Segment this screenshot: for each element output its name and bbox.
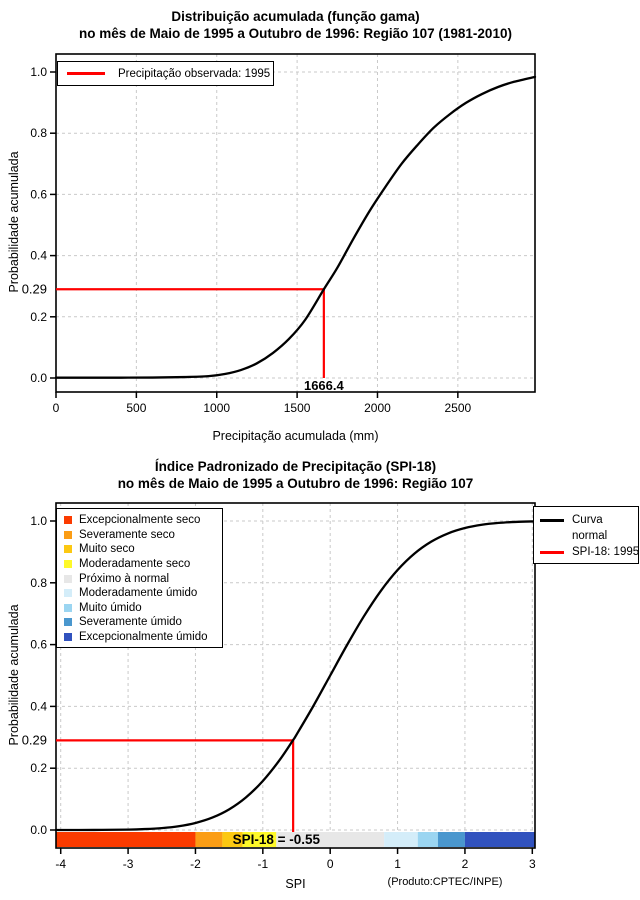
spi-category-legend: [56, 508, 223, 648]
legend-label: normal: [572, 530, 608, 542]
x-tick-label: 0: [326, 857, 334, 871]
spi-colorbar-segment: [438, 832, 465, 847]
category-color-swatch: [64, 560, 72, 568]
x-tick-label: -1: [257, 857, 269, 871]
legend-item: [57, 542, 222, 557]
legend-item: [534, 512, 638, 528]
plot-area: [22, 54, 535, 415]
category-color-swatch: [64, 575, 72, 583]
legend-item: [57, 571, 222, 586]
category-label: Próximo à normal: [79, 572, 170, 585]
category-label: Excepcionalmente úmido: [79, 631, 208, 644]
y-tick-label: 0.8: [30, 126, 47, 141]
observed-precipitation-value-label: 1666.4: [303, 378, 344, 393]
cdf-curve: [56, 77, 535, 378]
chart1-title-line1: Distribuição acumulada (função gama): [171, 9, 420, 24]
observed-probability-tick-label: 0.29: [21, 732, 47, 748]
y-tick-label: 0.8: [30, 575, 47, 590]
chart1-x-axis-label: Precipitação acumulada (mm): [212, 429, 379, 443]
category-color-swatch: [64, 516, 72, 524]
product-credit-note: (Produto:CPTEC/INPE): [387, 876, 503, 888]
category-label: Moderadamente seco: [79, 558, 191, 571]
legend-item: [57, 615, 222, 630]
chart2-title-line2: no mês de Maio de 1995 a Outubro de 1996: Região 107: [117, 476, 474, 491]
x-tick-label: -3: [122, 857, 134, 871]
y-tick-label: 1.0: [30, 514, 47, 528]
spi-colorbar-segment: [418, 832, 438, 847]
category-color-swatch: [64, 545, 72, 553]
observed-precip-line-sample: [67, 72, 105, 75]
y-tick-label: 0.2: [30, 309, 47, 324]
spi-colorbar-segment: [465, 832, 535, 847]
legend-item: [57, 601, 222, 616]
category-color-swatch: [64, 531, 72, 539]
chart2-title: [0, 458, 591, 492]
category-color-swatch: [64, 604, 72, 612]
y-tick-label: 0.0: [30, 823, 47, 837]
category-label: Excepcionalmente seco: [79, 514, 201, 527]
legend-item: [57, 557, 222, 572]
chart1-legend: [57, 61, 274, 86]
x-tick-label: 3: [528, 857, 536, 871]
legend-item: [57, 586, 222, 601]
legend-label: Curva: [572, 514, 603, 526]
y-tick-label: 1.0: [30, 65, 47, 79]
y-tick-label: 0.4: [30, 699, 47, 714]
curve-line-sample: [540, 551, 564, 554]
category-color-swatch: [64, 618, 72, 626]
chart1-title: [0, 8, 591, 42]
x-tick-label: 0: [52, 401, 60, 415]
legend-item: [57, 630, 222, 645]
y-tick-label: 0.6: [30, 187, 47, 202]
spi-colorbar-segment: [195, 832, 222, 847]
y-tick-label: 0.0: [30, 371, 47, 385]
x-tick-label: 1000: [203, 401, 231, 415]
x-tick-label: -4: [55, 857, 67, 871]
chart1-title-line2: no mês de Maio de 1995 a Outubro de 1996: Região 107 (1981-2010): [79, 26, 512, 41]
legend-spacer: [540, 535, 564, 538]
y-tick-label: 0.6: [30, 637, 47, 652]
x-tick-label: 1: [394, 857, 401, 871]
x-tick-label: 500: [126, 401, 147, 415]
chart2-title-line1: Índice Padronizado de Precipitação (SPI-18): [154, 459, 437, 474]
chart1-y-axis-label: Probabilidade acumulada: [7, 151, 21, 293]
spi-value-label: SPI-18 = -0.55: [232, 832, 321, 847]
legend-item: [57, 513, 222, 528]
legend-item: [534, 544, 638, 560]
chart2-y-axis-label: Probabilidade acumulada: [7, 604, 21, 746]
spi-colorbar-segment: [56, 832, 195, 847]
chart2-x-axis-label: SPI: [285, 877, 306, 891]
category-label: Severamente úmido: [79, 616, 182, 629]
legend-item: [57, 528, 222, 543]
spi-curve-legend: [533, 506, 639, 564]
y-tick-label: 0.4: [30, 248, 47, 263]
observed-probability-tick-label: 0.29: [21, 281, 47, 297]
x-tick-label: 2: [461, 857, 469, 871]
legend-label: SPI-18: 1995: [572, 546, 640, 558]
x-tick-label: 1500: [283, 401, 311, 415]
category-label: Muito seco: [79, 543, 135, 556]
category-label: Moderadamente úmido: [79, 587, 198, 600]
y-tick-label: 0.2: [30, 761, 47, 776]
category-label: Muito úmido: [79, 601, 142, 614]
spi-colorbar-segment: [384, 832, 418, 847]
curve-line-sample: [540, 519, 564, 522]
legend-item: [534, 528, 638, 544]
x-tick-label: -2: [190, 857, 201, 871]
category-color-swatch: [64, 589, 72, 597]
chart1-legend-label: Precipitação observada: 1995: [118, 67, 271, 80]
x-tick-label: 2500: [444, 401, 472, 415]
x-tick-label: 2000: [364, 401, 391, 415]
category-label: Severamente seco: [79, 528, 175, 541]
category-color-swatch: [64, 633, 72, 641]
